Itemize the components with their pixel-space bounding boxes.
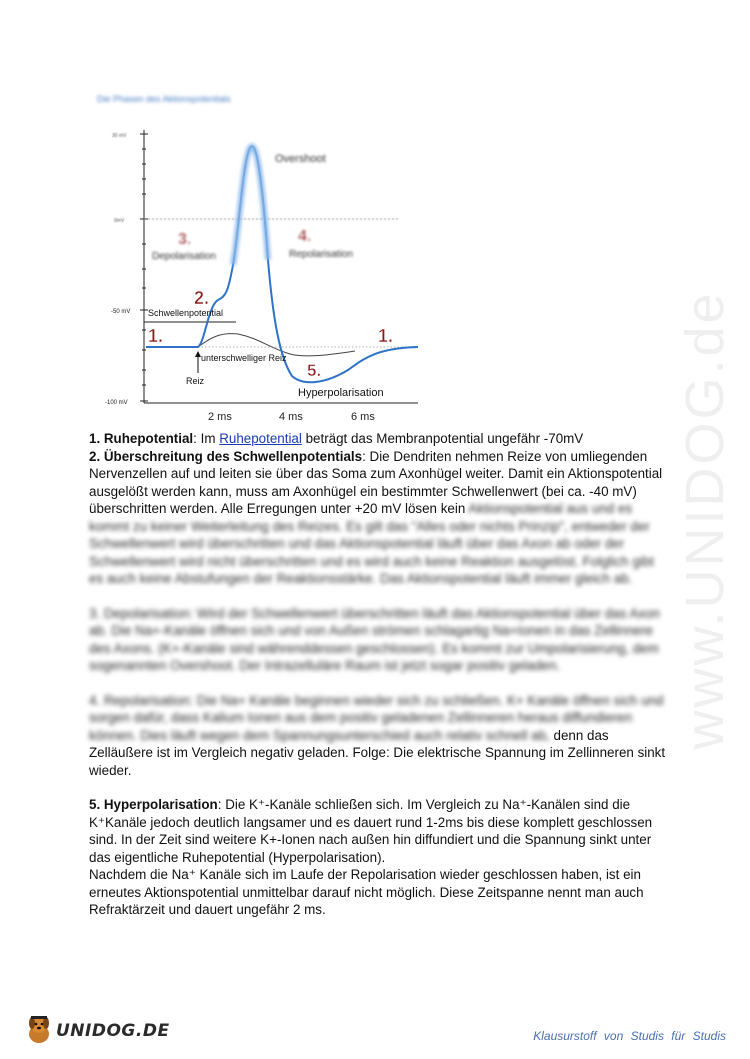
y-tick-label: 30 mV <box>112 133 127 139</box>
paragraph-depolarisation: 3. Depolarisation: Wird der Schwellenwert überschritten läuft das Aktionspotential über das Axon ab. Die Na+-Kanäle öffnen sich und von Außen strömen schlagartig Na+Ionen in das Zellinnere des Axons. (K+-Kanäle sind währenddessen geschlossen). Es kommt zur Umpolarisierung, dem sogenannten Overshoot. Der Intrazelluläre Raum ist jetzt sogar positiv geladen. <box>89 605 660 673</box>
marker-5: 5. <box>307 361 322 380</box>
label-schwellenpotential: Schwellenpotential <box>148 308 224 318</box>
y-tick-label: -50 mV <box>111 309 131 315</box>
logo-text: UNIDOG.DE <box>56 1021 170 1041</box>
x-tick-label: 6 ms <box>351 411 375 423</box>
heading-ruhepotential: 1. Ruhepotential <box>89 431 194 446</box>
heading-schwellenpotential: 2. Überschreitung des Schwellenpotentials <box>89 448 363 464</box>
label-repolarisation: Repolarisation <box>289 249 353 260</box>
x-tick-label: 2 ms <box>208 411 232 423</box>
label-unterschwellig: unterschwelliger Reiz <box>201 353 287 363</box>
label-reiz: Reiz <box>186 376 205 386</box>
unidog-logo <box>22 1013 170 1047</box>
footer-tagline: Klausurstoff von Studis für Studis <box>533 1029 726 1043</box>
document-body <box>89 430 667 919</box>
paragraph-schwellenpotential: 2. Überschreitung des Schwellenpotentials: Die Dendriten nehmen Reize von umliegenden Nervenzellen auf und leiten sie über das Soma zum Axonhügel weiter. Damit ein Aktionspotential ausgelößt werden kann, muss am Axonhügel ein bestimmter Schwellenwert (bei ca. -40 mV) überschritten werden. Alle Erregungen unter +20 mV lösen kein Aktionspotential aus und es kommt zu keiner Weiterleitung des Reizes. Es gilt das "Alles oder nichts Prinzip", entweder der Schwellenwert wird überschritten und das Aktionspotential läuft über das Axon ab oder der Schwellenwert wird nicht überschritten und es wird auch keine Reaktion ausgelöst. Folglich gibt es auch keine Abstufungen der Reaktionsstärke. Das Aktionspotential läuft immer gleich ab. <box>89 448 663 586</box>
y-tick-label: 0mV <box>114 218 125 224</box>
label-hyperpolarisation: Hyperpolarisation <box>298 387 384 399</box>
x-tick-label: 4 ms <box>279 411 303 423</box>
overshoot-highlight <box>233 146 268 265</box>
marker-1-left: 1. <box>148 326 164 346</box>
marker-3: 3. <box>178 231 192 248</box>
ruhepotential-link[interactable]: Ruhepotential <box>219 431 302 446</box>
dog-mascot-icon <box>22 1013 56 1047</box>
marker-2: 2. <box>194 288 210 308</box>
watermark-text: www.UNIDOG.de <box>675 290 735 750</box>
paragraph-refraktaerzeit: Nachdem die Na⁺ Kanäle sich im Laufe der Repolarisation wieder geschlossen haben, ist ein erneutes Aktionspotential unmittelbar darauf nicht möglich. Diese Zeitspanne nennt man auch Refraktärzeit und dauert ungefähr 2 ms. <box>89 867 644 917</box>
label-overshoot: Overshoot <box>275 153 326 165</box>
blurred-text: 4. Repolarisation: Die Na+ Kanäle beginnen wieder sich zu schließen. K+ Kanäle öffnen sich und sorgen dafür, dass Kalium Ionen aus dem positiv geladenen Zellinneren heraus diffundieren können. Dies läuft wegen dem Spannungsunterschied auch relativ schnell ab, <box>89 692 664 743</box>
marker-4: 4. <box>298 228 312 245</box>
action-potential-diagram <box>100 120 430 432</box>
marker-1-right: 1. <box>378 326 394 346</box>
paragraph-repolarisation: 4. Repolarisation: Die Na+ Kanäle beginnen wieder sich zu schließen. K+ Kanäle öffnen sich und sorgen dafür, dass Kalium Ionen aus dem positiv geladenen Zellinneren heraus diffundieren können. Dies läuft wegen dem Spannungsunterschied auch relativ schnell ab, denn das Zelläußere ist im Vergleich negativ geladen. Folge: Die elektrische Spannung im Zellinneren sinkt wieder. <box>89 692 666 778</box>
y-tick-label: -100 mV <box>105 400 128 406</box>
label-depolarisation: Depolarisation <box>152 251 216 262</box>
blurred-text: Aktionspotential aus und es kommt zu keiner Weiterleitung des Reizes. Es gilt das "Alles oder nichts Prinzip", entweder der Schwellenwert wird überschritten und das Aktionspotential läuft über das Axon ab oder der Schwellenwert wird nicht überschritten und es wird auch keine Reaktion ausgelöst. Folglich gibt es auch keine Abstufungen der Reaktionsstärke. Das Aktionspotential läuft immer gleich ab. <box>89 501 654 586</box>
heading-hyperpolarisation: 5. Hyperpolarisation <box>89 797 218 812</box>
figure-title: Die Phasen des Aktionspotentials <box>97 94 231 104</box>
paragraph-hyperpolarisation: 5. Hyperpolarisation: Die K⁺-Kanäle schließen sich. Im Vergleich zu Na⁺-Kanälen sind die K⁺Kanäle jedoch deutlich langsamer und es dauert rund 1-2ms bis diese komplett geschlossen sind. In der Zeit sind weitere K+-Ionen nach außen hin diffundiert und die Spannung sinkt unter das eigentliche Ruhepotential (Hyperpolarisation). <box>89 797 653 865</box>
paragraph-ruhepotential: 1. Ruhepotential: Im Ruhepotential beträgt das Membranpotential ungefähr -70mV <box>89 431 584 446</box>
